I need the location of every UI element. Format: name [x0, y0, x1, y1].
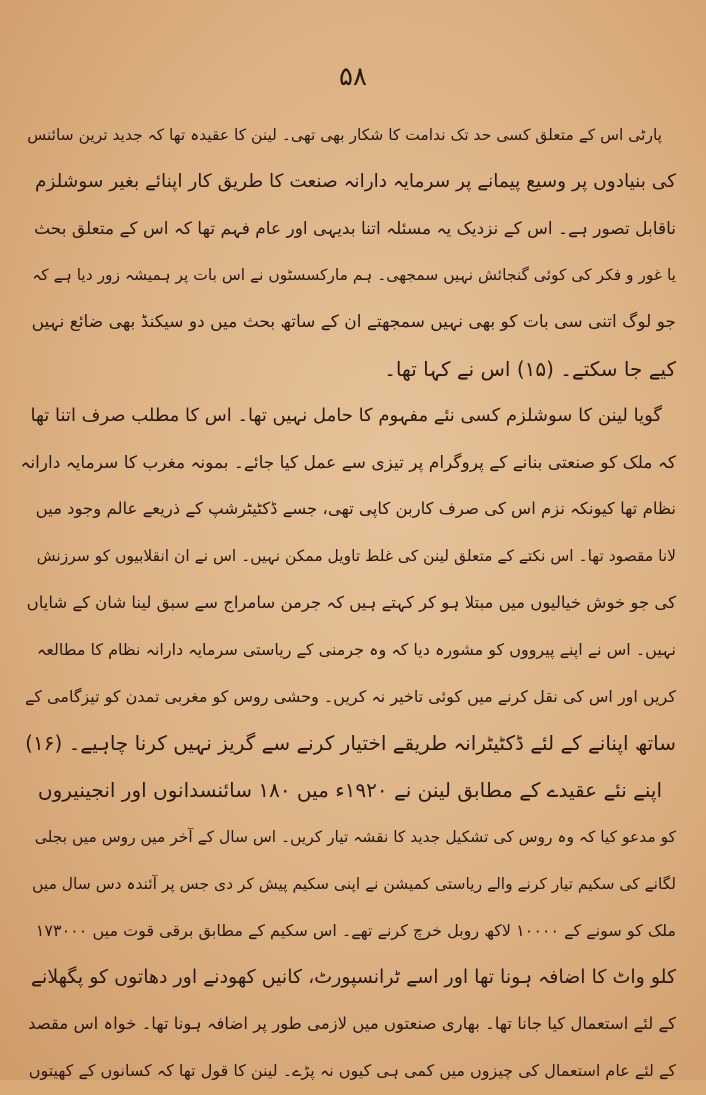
text-line: اپنے نئے عقیدے کے مطابق لینن نے ۱۹۲۰ء میں ۱۸۰ سائنسدانوں اور انجینیروں — [37, 778, 662, 803]
body-text — [20, 112, 676, 1095]
text-line: کریں اور اس کی نقل کرنے میں کوئی تاخیر نہ کریں۔ وحشی روس کو مغربی تمدن کو تیزگامی کے — [24, 686, 676, 706]
text-line: کلو واٹ کا اضافہ ہونا تھا اور اسے ٹرانسپورٹ، کانیں کھودنے اور دھاتوں کو پگھلانے — [30, 966, 676, 989]
text-line: کیے جا سکتے۔ (۱۵) اس نے کہا تھا۔ — [384, 356, 676, 381]
text-line: کے لئے استعمال کیا جانا تھا۔ بھاری صنعتوں میں لازمی طور پر اضافہ ہونا تھا۔ خواہ اس مقصد — [28, 1014, 676, 1034]
text-line: کو مدعو کیا کہ وہ روس کی تشکیل جدید کا نقشہ تیار کریں۔ اس سال کے آخر میں روس میں بجلی — [34, 827, 676, 846]
text-line: کی بنیادوں پر وسیع پیمانے پر سرمایہ دارانہ صنعت کا طریق کار اپنائے بغیر سوشلزم — [35, 170, 676, 192]
text-line: نہیں۔ اس نے اپنے پیرووں کو مشورہ دیا کہ وہ جرمنی کے ریاستی سرمایہ دارانہ نظام کا مطالعہ — [36, 639, 676, 659]
text-line: ملک کو سونے کے ۱۰۰۰۰ لاکھ روبل خرچ کرنے تھے۔ اس سکیم کے مطابق برقی قوت میں ۱۷۳۰۰۰ — [35, 920, 676, 940]
text-line: نظام تھا کیونکہ نزم اس کی صرف کاربن کاپی تھی، جسے ڈکٹیٹرشپ کے ذریعے عالم وجود میں — [35, 499, 676, 519]
page-number: ۵۸ — [339, 62, 367, 92]
text-line: گویا لینن کا سوشلزم کسی نئے مفہوم کا حامل نہیں تھا۔ اس کا مطلب صرف اتنا تھا — [30, 404, 662, 426]
text-line: کے لئے عام استعمال کی چیزوں میں کمی ہی کیوں نہ پڑے۔ لینن کا قول تھا کہ کسانوں کے کھیتوں — [28, 1060, 676, 1080]
text-line: ساتھ اپنانے کے لئے ڈکٹیٹرانہ طریقے اختیار کرنے سے گریز نہیں کرنا چاہیے۔ (۱۶) — [25, 731, 676, 756]
text-line: پارٹی اس کے متعلق کسی حد تک ندامت کا شکار بھی تھی۔ لینن کا عقیدہ تھا کہ جدید ترین سائنس — [27, 126, 662, 144]
text-line: لانا مقصود تھا۔ اس نکتے کے متعلق لینن کی غلط تاویل ممکن نہیں۔ اس نے ان انقلابیوں کو سرزنش — [36, 547, 676, 566]
text-line: ناقابل تصور ہے۔ اس کے نزدیک یہ مسئلہ اتنا بدیہی اور عام فہم تھا کہ اس کے متعلق بحث — [34, 218, 676, 239]
text-line: کہ ملک کو صنعتی بنانے کے پروگرام پر تیزی سے عمل کیا جائے۔ بمونہ مغرب کا سرمایہ دارانہ — [20, 452, 676, 473]
text-line: یا غور و فکر کی کوئی گنجائش نہیں سمجھی۔ ہم مارکسسٹوں نے اس بات پر ہمیشہ زور دیا ہے کہ — [32, 266, 676, 285]
text-line: کی جو خوش خیالیوں میں مبتلا ہو کر کہتے ہیں کہ جرمن سامراج سے سبق لینا شان کے شایاں — [26, 592, 676, 612]
text-line: لگانے کی سکیم تیار کرنے والے ریاستی کمیشن نے اپنی سکیم پیش کر دی جس پر آئندہ دس سال میں — [32, 874, 676, 893]
text-line: جو لوگ اتنی سی بات کو بھی نہیں سمجھتے ان کے ساتھ بحث میں دو سیکنڈ بھی ضائع نہیں — [31, 312, 676, 333]
